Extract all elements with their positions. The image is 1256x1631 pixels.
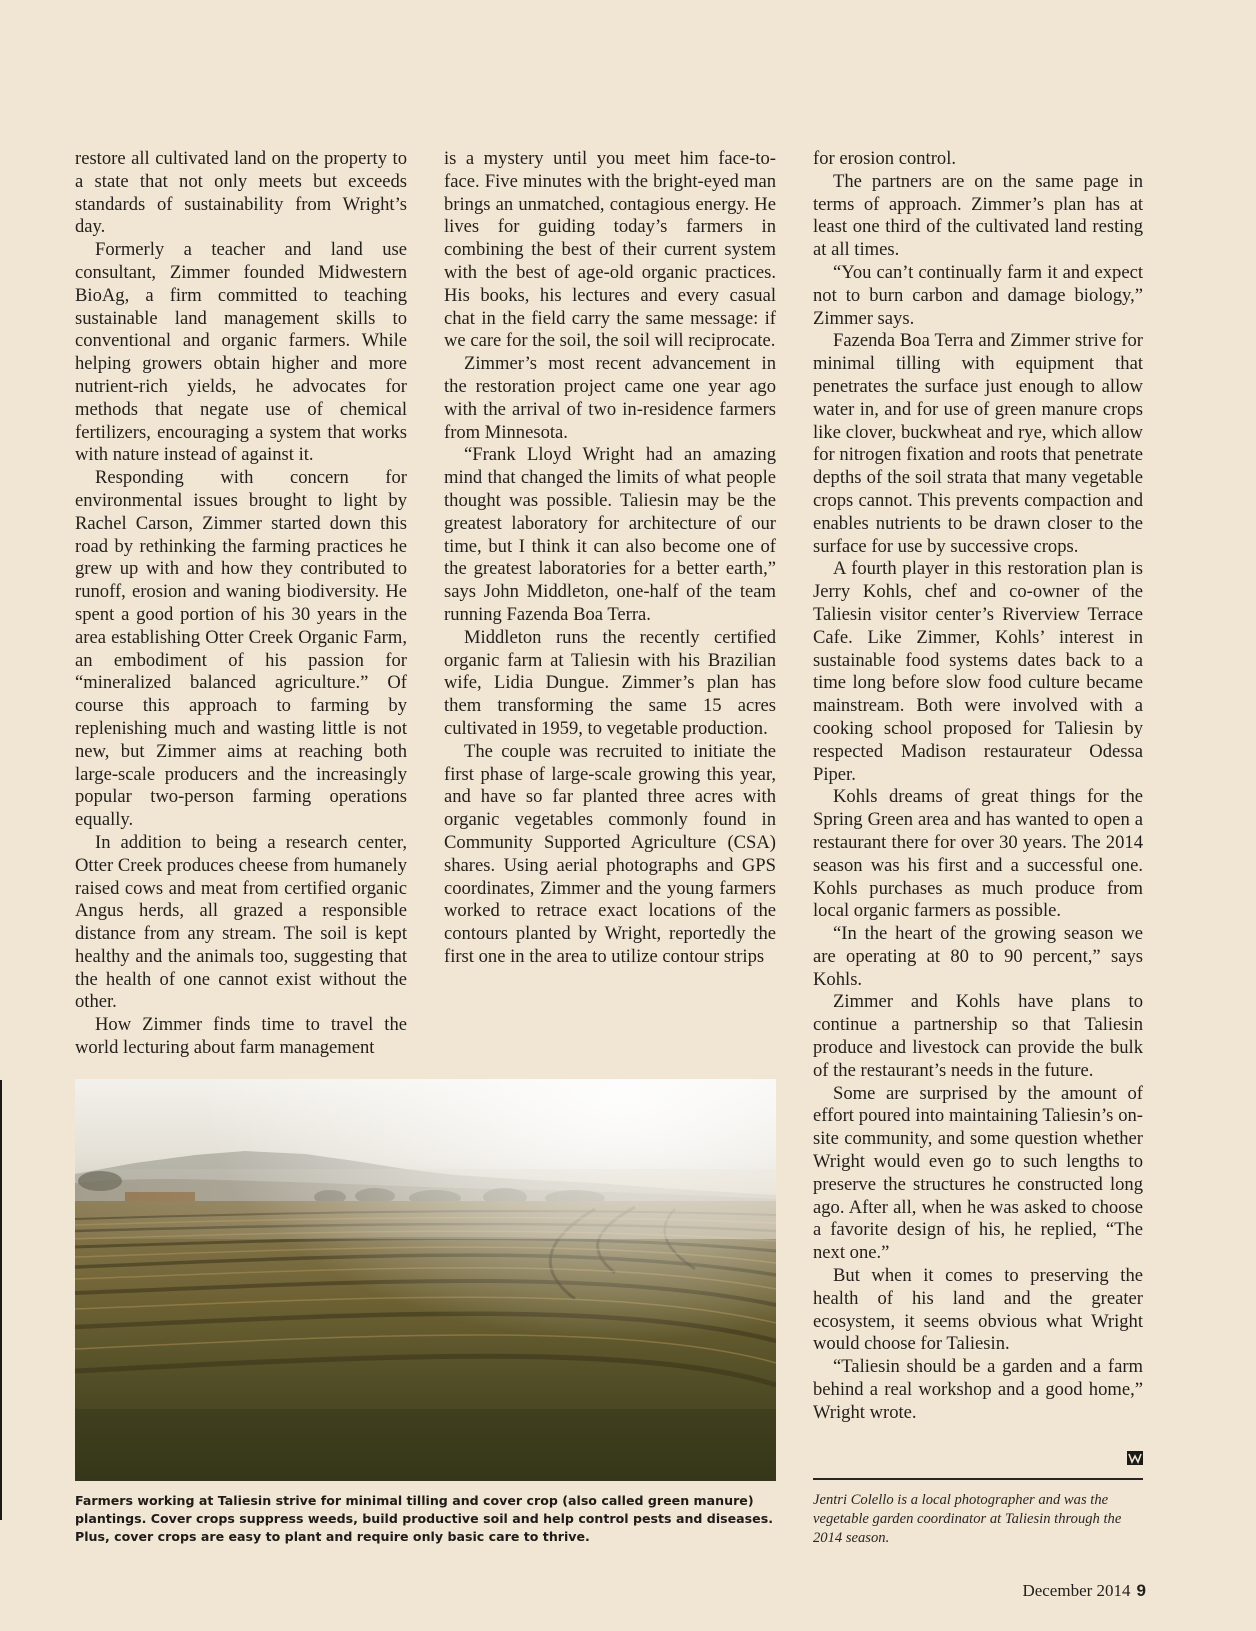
paragraph: Kohls dreams of great things for the Spring Green area and has wanted to open a restaurant there for over 30 years. The 2014 season was his first and a successful one. Kohls purchases as much produce from local organic farmers as possible. (813, 786, 1143, 922)
paragraph: Fazenda Boa Terra and Zimmer strive for minimal tilling with equipment that penetrates the surface just enough to allow water in, and for use of green manure crops like clover, buckwheat and rye, which allow for nitrogen fixation and roots that penetrate depths of the soil strata that many vegetable crops cannot. This prevents compaction and enables nutrients to be drawn closer to the surface for use by successive crops. (813, 330, 1143, 557)
end-of-article-icon (1127, 1451, 1143, 1465)
paragraph: “Taliesin should be a garden and a farm behind a real workshop and a good home,” Wright wrote. (813, 1356, 1143, 1423)
paragraph: Middleton runs the recently certified organic farm at Taliesin with his Brazilian wife, Lidia Dungue. Zimmer’s plan has them transforming the same 15 acres cultivated in 1959, to vegetable production. (444, 626, 776, 739)
page-footer (1022, 1581, 1146, 1601)
paragraph: Some are surprised by the amount of effort poured into maintaining Taliesin’s on-site community, and some question whether Wright would even go to such lengths to preserve the structures he constructed long ago. After all, when he was asked to choose a favorite design of his, he replied, “The next one.” (813, 1082, 1143, 1264)
article-column-1 (75, 148, 407, 1060)
paragraph: How Zimmer finds time to travel the world lecturing about farm management (75, 1014, 407, 1059)
paragraph: But when it comes to preserving the health of his land and the greater ecosystem, it seems obvious what Wright would choose for Taliesin. (813, 1265, 1143, 1355)
article-column-2 (444, 148, 776, 969)
paragraph: In addition to being a research center, Otter Creek produces cheese from humanely raised cows and meat from certified organic Angus herds, all grazed a responsible distance from any stream. The soil is kept healthy and the animals too, suggesting that the health of one cannot exist without the other. (75, 831, 407, 1013)
paragraph: “In the heart of the growing season we are operating at 80 to 90 percent,” says Kohls. (813, 923, 1143, 990)
page-edge-mark (0, 1080, 2, 1520)
paragraph: Zimmer’s most recent advancement in the restoration project came one year ago with the arrival of two in-residence farmers from Minnesota. (444, 353, 776, 443)
page-number: 9 (1136, 1581, 1146, 1600)
author-bio: Jentri Colello is a local photographer and was the vegetable garden coordinator at Taliesin through the 2014 season. (813, 1492, 1122, 1546)
paragraph: “Frank Lloyd Wright had an amazing mind that changed the limits of what people thought was possible. Taliesin may be the greatest laboratory for architecture of our time, but I think it can also become one of the greatest laboratories for a better earth,” says John Middleton, one-half of the team running Fazenda Boa Terra. (444, 444, 776, 625)
field-landscape-illustration (75, 1079, 776, 1481)
bio-divider (813, 1478, 1143, 1480)
paragraph: is a mystery until you meet him face-to-face. Five minutes with the bright-eyed man brings an unmatched, contagious energy. He lives for guiding today’s farmers in combining the best of their current system with the best of age-old organic practices. His books, his lectures and every casual chat in the field carry the same message: if we care for the soil, the soil will reciprocate. (444, 148, 776, 352)
paragraph: The partners are on the same page in terms of approach. Zimmer’s plan has at least one third of the cultivated land resting at all times. (813, 170, 1143, 261)
paragraph: A fourth player in this restoration plan is Jerry Kohls, chef and co-owner of the Taliesin visitor center’s Riverview Terrace Cafe. Like Zimmer, Kohls’ interest in sustainable food systems dates back to a time long before slow food culture became mainstream. Both were involved with a cooking school proposed for Taliesin by respected Madison restaurateur Odessa Piper. (813, 558, 1143, 785)
paragraph: restore all cultivated land on the property to a state that not only meets but exceeds standards of sustainability from Wright’s day. (75, 148, 407, 238)
paragraph: for erosion control. (813, 148, 957, 169)
field-photo (75, 1079, 776, 1481)
paragraph: Zimmer and Kohls have plans to continue a partnership so that Taliesin produce and livestock can provide the bulk of the restaurant’s needs in the future. (813, 991, 1143, 1081)
issue-date: December 2014 (1022, 1581, 1131, 1600)
photo-caption: Farmers working at Taliesin strive for minimal tilling and cover crop (also called green manure) plantings. Cover crops suppress weeds, build productive soil and help control pests and diseases. Plus, cover crops are easy to plant and require only basic care to thrive. (75, 1493, 773, 1544)
paragraph: Responding with concern for environmental issues brought to light by Rachel Carson, Zimmer started down this road by rethinking the farming practices he grew up with and how they contributed to runoff, erosion and waning biodiversity. He spent a good portion of his 30 years in the area establishing Otter Creek Organic Farm, an embodiment of his passion for “mineralized balanced agriculture.” Of course this approach to farming by replenishing much and wasting little is not new, but Zimmer aims at reaching both large-scale producers and the increasingly popular two-person farming operations equally. (75, 467, 407, 831)
article-column-3 (813, 148, 1143, 1425)
paragraph: The couple was recruited to initiate the first phase of large-scale growing this year, and have so far planted three acres with organic vegetables commonly found in Community Supported Agriculture (CSA) shares. Using aerial photographs and GPS coordinates, Zimmer and the young farmers worked to retrace exact locations of the contours planted by Wright, reportedly the first one in the area to utilize contour strips (444, 740, 776, 967)
paragraph: “You can’t continually farm it and expect not to burn carbon and damage biology,” Zimmer says. (813, 261, 1143, 329)
paragraph: Formerly a teacher and land use consultant, Zimmer founded Midwestern BioAg, a firm committed to teaching sustainable land management skills to conventional and organic farmers. While helping growers obtain higher and more nutrient-rich yields, he advocates for methods that negate use of chemical fertilizers, encouraging a system that works with nature instead of against it. (75, 239, 407, 466)
